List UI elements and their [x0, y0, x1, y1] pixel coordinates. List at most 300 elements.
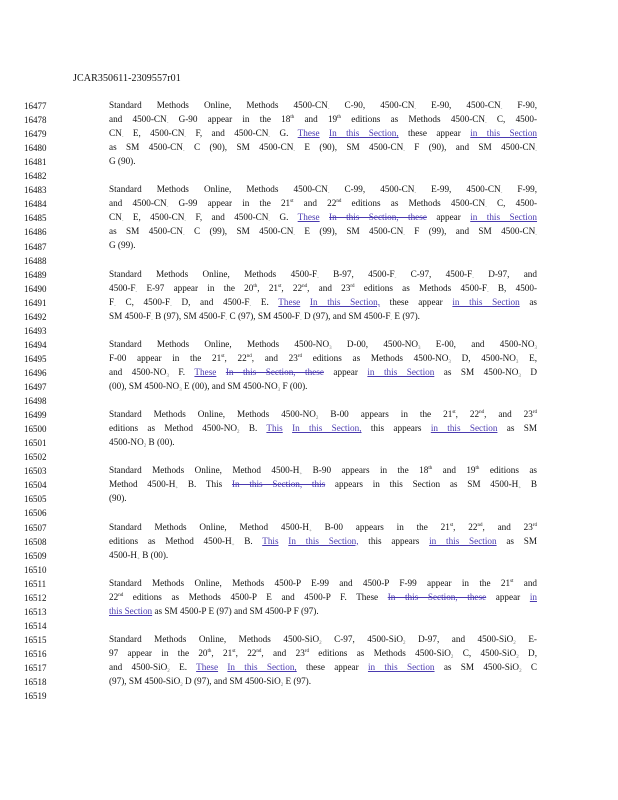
paragraph-line: [109, 283, 537, 294]
subscript: 2: [519, 668, 522, 674]
line-number: 16515: [24, 634, 47, 645]
text-run: (90).: [109, 493, 127, 504]
text-run: E-90, 4500-CN: [416, 100, 501, 110]
superscript: st: [278, 283, 282, 289]
text-run: and 19: [432, 465, 476, 476]
text-run: Standard Methods Online, Methods 4500-CN: [109, 100, 328, 110]
text-run: B-97, 4500-F: [318, 268, 395, 279]
subscript: -: [249, 303, 252, 309]
text-run: D (97), and SM 4500-F: [301, 310, 391, 321]
text-run: this appears: [358, 535, 430, 546]
text-run: [216, 367, 225, 377]
text-run: E, 4500-CN: [123, 212, 185, 223]
subscript: 3: [534, 345, 537, 351]
paragraph-line: [109, 648, 537, 659]
inserted-text: In this Section,: [227, 661, 297, 672]
text-run: 4500-NO: [109, 437, 144, 448]
text-run: as SM 4500-NO: [434, 366, 519, 377]
text-run: Standard Methods Online, Methods 4500-F: [109, 268, 318, 279]
text-run: Standard Methods Online, Methods 4500-P E-99 and 4500-P F-99 appear in the 21: [109, 577, 511, 588]
text-run: F-00 appear in the 21: [109, 352, 222, 363]
text-run: 22: [109, 591, 119, 602]
text-run: appear: [426, 212, 471, 223]
inserted-text: These: [297, 212, 320, 223]
text-run: C-97, 4500-SiO: [321, 633, 404, 644]
text-run: CN: [109, 128, 122, 139]
text-run: E (90), SM 4500-CN: [295, 142, 404, 153]
superscript: nd: [336, 199, 342, 205]
subscript: -: [135, 289, 138, 295]
line-number: 16499: [24, 410, 47, 421]
text-run: F, and 4500-CN: [186, 128, 269, 139]
text-run: and 4500-SiO: [109, 661, 168, 672]
text-run: this appears: [361, 423, 431, 434]
paragraph-line: [109, 479, 537, 490]
line-number: 16504: [24, 480, 47, 491]
inserted-text: in this Section: [367, 366, 435, 377]
text-run: E-97 appear in the 20: [137, 282, 254, 293]
text-run: [279, 536, 289, 546]
paragraph-line: [109, 592, 537, 603]
subscript: -: [184, 135, 187, 141]
superscript: rd: [532, 522, 537, 528]
text-run: E (99), SM 4500-CN: [295, 226, 404, 237]
line-number: 16489: [24, 269, 47, 280]
paragraph-line: [109, 578, 537, 589]
paragraph-line: [109, 198, 537, 209]
inserted-text: These: [278, 296, 301, 307]
paragraph-line: [109, 676, 537, 687]
superscript: th: [253, 283, 258, 289]
text-run: and 4500-CN: [109, 198, 167, 209]
subscript: -: [485, 205, 487, 211]
paragraph-line: [109, 437, 537, 448]
text-run: F, and 4500-CN: [186, 212, 269, 223]
subscript: -: [487, 289, 489, 295]
paragraph-line: [109, 269, 537, 280]
inserted-text: in this Section: [367, 661, 435, 672]
text-run: G (90).: [109, 156, 136, 167]
superscript: rd: [304, 648, 309, 654]
text-run: C, 4500-: [486, 114, 537, 125]
line-number: 16481: [24, 157, 47, 168]
text-run: G.: [270, 212, 298, 223]
line-number: 16493: [24, 325, 47, 336]
superscript: th: [475, 466, 480, 472]
text-run: and 4500-NO: [109, 366, 167, 377]
subscript: 3: [329, 345, 332, 351]
text-run: C (90), SM 4500-CN: [184, 142, 294, 153]
subscript: -: [317, 275, 319, 281]
text-run: B (00).: [146, 437, 175, 448]
deleted-text: In this Section, these: [329, 212, 427, 223]
paragraph-line: [109, 142, 537, 153]
text-run: D-97, and: [473, 268, 537, 279]
subscript: -: [293, 233, 295, 239]
inserted-text: In this Section,: [329, 128, 399, 139]
text-run: C (97), SM 4500-F: [227, 310, 300, 321]
text-run: E (97).: [283, 676, 312, 687]
subscript: 3: [277, 387, 281, 393]
inserted-text: In this Section,: [288, 535, 359, 546]
text-run: G (99).: [109, 240, 136, 251]
text-run: as SM 4500-CN: [109, 142, 183, 153]
paragraph-line: [109, 493, 537, 504]
deleted-text: In this Section, this: [231, 479, 326, 490]
superscript: nd: [479, 410, 485, 416]
text-run: SM 4500-F: [109, 310, 152, 321]
paragraph-line: [109, 634, 537, 645]
line-number: 16505: [24, 494, 47, 505]
text-run: appears in this Section as SM 4500-H: [325, 479, 519, 490]
text-run: F-90,: [502, 100, 538, 110]
superscript: th: [337, 115, 342, 121]
paragraph-line: [109, 536, 537, 547]
text-run: E.: [251, 296, 279, 307]
text-run: F (00).: [280, 380, 308, 391]
text-run: and 19: [294, 114, 338, 125]
inserted-text: These: [196, 661, 219, 672]
text-run: 4500-H: [109, 549, 138, 560]
line-number: 16498: [24, 396, 47, 407]
paragraph-line: [109, 184, 537, 195]
text-run: (00), SM 4500-NO: [109, 380, 180, 391]
text-run: B: [521, 479, 537, 490]
inserted-text: In this Section,: [292, 423, 362, 434]
text-run: and: [513, 577, 538, 588]
paragraph-line: [109, 311, 537, 322]
text-run: G.: [270, 128, 298, 139]
text-run: D,: [518, 647, 537, 658]
subscript: 3: [518, 373, 521, 379]
subscript: -: [414, 107, 417, 112]
paragraph-line: [109, 339, 537, 350]
paragraph-line: [109, 156, 537, 167]
text-run: Standard Methods Online, Method 4500-H: [109, 521, 309, 532]
superscript: nd: [246, 353, 252, 359]
text-run: [283, 423, 292, 433]
paragraph-line: [109, 226, 537, 237]
text-run: editions as Methods 4500-CN: [341, 114, 486, 125]
text-run: , 22: [281, 282, 303, 293]
line-number: 16511: [24, 578, 47, 589]
line-number: 16514: [24, 620, 47, 631]
subscript: -: [182, 149, 185, 155]
text-run: [218, 662, 227, 672]
line-number: 16487: [24, 241, 47, 252]
text-run: Method 4500-H: [109, 479, 176, 490]
inserted-text: This: [266, 423, 283, 434]
subscript: -: [184, 219, 187, 225]
subscript: +: [175, 486, 179, 492]
line-number: 16486: [24, 227, 47, 238]
text-run: editions as Methods 4500-F: [354, 282, 487, 293]
paragraph-line: [109, 423, 537, 434]
subscript: -: [327, 191, 330, 197]
subscript: 2: [237, 430, 240, 436]
subscript: 3: [166, 373, 169, 379]
subscript: +: [137, 556, 140, 562]
subscript: -: [500, 107, 503, 112]
text-run: C, 4500-SiO: [453, 647, 517, 658]
text-run: 4500-F: [109, 282, 136, 293]
subscript: 2: [403, 640, 406, 646]
line-number: 16503: [24, 466, 47, 477]
paragraph-line: [109, 550, 537, 561]
text-run: as SM 4500-CN: [109, 226, 183, 237]
superscript: nd: [118, 592, 124, 598]
line-number: 16512: [24, 592, 47, 603]
line-number: 16510: [24, 564, 47, 575]
text-run: editions as Method 4500-H: [109, 535, 232, 546]
paragraph-line: [109, 606, 537, 617]
subscript: -: [299, 317, 302, 323]
text-run: F (99), and SM 4500-CN: [404, 226, 536, 237]
superscript: rd: [297, 353, 303, 359]
text-run: , 21: [257, 282, 279, 293]
superscript: st: [452, 410, 456, 416]
text-run: [320, 128, 329, 138]
deleted-text: In this Section, these: [225, 366, 324, 377]
superscript: nd: [256, 648, 262, 654]
text-run: D-97, and 4500-SiO: [405, 633, 514, 644]
text-run: G-99 appear in the 21: [168, 198, 291, 209]
text-run: E-00, and 4500-NO: [420, 338, 535, 349]
line-number: 16506: [24, 508, 47, 519]
text-run: B, 4500-: [488, 282, 538, 293]
subscript: +: [518, 486, 522, 492]
subscript: -: [293, 149, 295, 155]
line-number: 16517: [24, 663, 47, 673]
line-number: 16479: [24, 129, 47, 140]
inserted-text: in this Section: [430, 423, 498, 434]
line-number: 16509: [24, 550, 47, 561]
text-run: G-90 appear in the 18: [168, 114, 291, 125]
line-number: 16495: [24, 353, 47, 364]
paragraph-line: [109, 212, 537, 223]
line-number: 16501: [24, 438, 47, 449]
inserted-text: in this Section: [429, 535, 497, 546]
subscript: -: [121, 219, 124, 225]
subscript: 3: [179, 387, 182, 393]
subscript: 2: [280, 683, 284, 689]
paragraph-line: [109, 662, 537, 673]
line-number: 16502: [24, 452, 47, 463]
superscript: st: [510, 578, 514, 584]
text-run: , 22: [224, 352, 247, 363]
subscript: +: [299, 472, 303, 478]
line-number: 16491: [24, 297, 47, 308]
subscript: -: [225, 317, 228, 323]
inserted-text: These: [194, 366, 217, 377]
text-run: [320, 212, 329, 222]
subscript: 2: [315, 416, 319, 422]
line-number: 16484: [24, 199, 47, 210]
superscript: st: [290, 199, 294, 205]
superscript: th: [290, 115, 295, 121]
text-run: , 21: [211, 647, 233, 658]
line-number: 16507: [24, 522, 47, 533]
subscript: -: [121, 135, 124, 141]
line-number: 16519: [24, 691, 47, 702]
subscript: 3: [448, 359, 451, 365]
inserted-text: This: [262, 535, 279, 546]
text-run: Standard Methods Online, Methods 4500-SiO: [109, 633, 320, 644]
text-run: as SM: [497, 423, 538, 434]
line-number: 16494: [24, 339, 47, 350]
text-run: E-: [515, 633, 537, 644]
text-run: C (99), SM 4500-CN: [184, 226, 294, 237]
subscript: -: [151, 317, 153, 323]
line-number: 16483: [24, 185, 47, 196]
text-run: , and 23: [482, 521, 533, 532]
text-run: E (00), and SM 4500-NO: [181, 380, 278, 391]
text-run: , and 23: [261, 647, 305, 658]
paragraph-line: [109, 465, 537, 476]
subscript: -: [327, 107, 330, 112]
text-run: B.: [239, 423, 267, 434]
subscript: -: [166, 205, 169, 211]
line-number: 16482: [24, 171, 47, 182]
line-number: 16500: [24, 424, 47, 435]
subscript: -: [535, 149, 537, 155]
text-run: C-90, 4500-CN: [329, 100, 415, 110]
text-run: Standard Methods Online, Method 4500-H: [109, 465, 300, 476]
text-run: editions as: [479, 465, 537, 476]
text-run: appear: [486, 591, 530, 602]
text-run: C, 4500-: [486, 198, 538, 209]
subscript: -: [394, 275, 397, 281]
text-run: D: [520, 366, 538, 377]
line-number: 16508: [24, 536, 47, 547]
subscript: -: [170, 303, 172, 309]
text-run: editions as Methods 4500-P E and 4500-P F. These: [123, 591, 388, 602]
text-run: as SM 4500-P E (97) and SM 4500-P F (97).: [152, 605, 319, 616]
subscript: +: [231, 542, 235, 548]
subscript: -: [268, 135, 271, 141]
text-run: B (97), SM 4500-F: [152, 310, 226, 321]
paragraph-line: [109, 114, 537, 125]
text-run: B.: [234, 535, 263, 546]
subscript: -: [166, 121, 169, 127]
subscript: -: [485, 121, 487, 127]
subscript: -: [182, 233, 185, 239]
text-run: F (90), and SM 4500-CN: [404, 142, 536, 153]
text-run: C-99, 4500-CN: [329, 184, 415, 195]
text-run: B. This: [178, 479, 232, 490]
superscript: rd: [532, 410, 538, 416]
text-run: editions as Method 4500-NO: [109, 423, 237, 434]
text-run: E (97).: [392, 310, 420, 321]
line-number: 16488: [24, 255, 47, 266]
superscript: nd: [477, 522, 483, 528]
superscript: th: [428, 466, 433, 472]
text-run: D-00, 4500-NO: [331, 338, 419, 349]
inserted-text: in this Section: [470, 128, 538, 139]
line-number: 16497: [24, 382, 47, 392]
text-run: , and 23: [484, 409, 533, 420]
paragraph-line: [109, 128, 537, 139]
line-number: 16496: [24, 367, 47, 378]
text-run: D, and 4500-F: [171, 296, 250, 307]
text-run: C, 4500-F: [115, 296, 171, 307]
superscript: st: [221, 353, 225, 359]
subscript: -: [403, 149, 405, 155]
text-run: E.: [169, 661, 197, 672]
inserted-text: in this Section: [452, 296, 520, 307]
line-number: 16513: [24, 606, 47, 617]
text-run: B (00).: [139, 549, 169, 560]
text-run: and 22: [293, 198, 337, 209]
subscript: 2: [167, 668, 170, 674]
text-run: editions as Methods 4500-SiO: [308, 647, 451, 658]
paragraph-line: [109, 100, 537, 111]
line-number: 16478: [24, 115, 47, 126]
inserted-text: These: [297, 128, 320, 139]
text-run: B-00 appears in the 21: [318, 409, 453, 420]
subscript: 2: [450, 654, 454, 660]
text-run: , 22: [235, 647, 257, 658]
paragraph-line: [109, 409, 537, 420]
line-number: 16477: [24, 101, 47, 111]
text-run: as SM: [496, 535, 538, 546]
text-run: (97), SM 4500-SiO: [109, 676, 181, 687]
deleted-text: In this Section, these: [387, 591, 487, 602]
text-run: editions as Methods 4500-CN: [341, 198, 486, 209]
text-run: B-90 appears in the 18: [302, 465, 429, 476]
text-run: and 4500-CN: [109, 114, 167, 125]
text-run: B-00 appears in the 21: [311, 521, 450, 532]
inserted-text: this Section: [109, 605, 153, 616]
paragraph-line: [109, 381, 537, 392]
line-number: 16485: [24, 213, 47, 224]
subscript: -: [268, 219, 271, 225]
text-run: F-99,: [502, 184, 538, 195]
subscript: 2: [180, 683, 183, 689]
subscript: +: [308, 528, 312, 534]
superscript: st: [232, 648, 236, 654]
text-run: appear: [323, 366, 368, 377]
subscript: -: [535, 233, 537, 239]
paragraph-line: [109, 240, 537, 251]
subscript: 2: [143, 444, 147, 450]
paragraph-line: [109, 353, 537, 364]
text-run: these appear: [296, 661, 368, 672]
superscript: th: [207, 648, 212, 654]
subscript: -: [472, 275, 474, 281]
text-run: F: [109, 296, 115, 307]
text-run: as SM 4500-SiO: [434, 661, 520, 672]
subscript: -: [403, 233, 405, 239]
subscript: -: [500, 191, 503, 197]
superscript: nd: [302, 283, 308, 289]
text-run: 97 appear in the 20: [109, 647, 208, 658]
subscript: 2: [513, 640, 516, 646]
text-run: , 22: [453, 521, 478, 532]
subscript: -: [390, 317, 393, 323]
text-run: Standard Methods Online, Methods 4500-NO: [109, 338, 330, 349]
inserted-text: In this Section,: [309, 296, 381, 307]
document-id-header: JCAR350611-2309557r01: [73, 73, 181, 84]
text-run: D, 4500-NO: [450, 352, 516, 363]
superscript: rd: [350, 283, 355, 289]
text-run: these appear: [398, 128, 471, 139]
text-run: Standard Methods Online, Methods 4500-NO: [109, 409, 316, 420]
line-number: 16516: [24, 648, 47, 659]
text-run: Standard Methods Online, Methods 4500-CN: [109, 184, 328, 195]
text-run: E, 4500-CN: [123, 128, 185, 139]
subscript: -: [414, 191, 417, 197]
